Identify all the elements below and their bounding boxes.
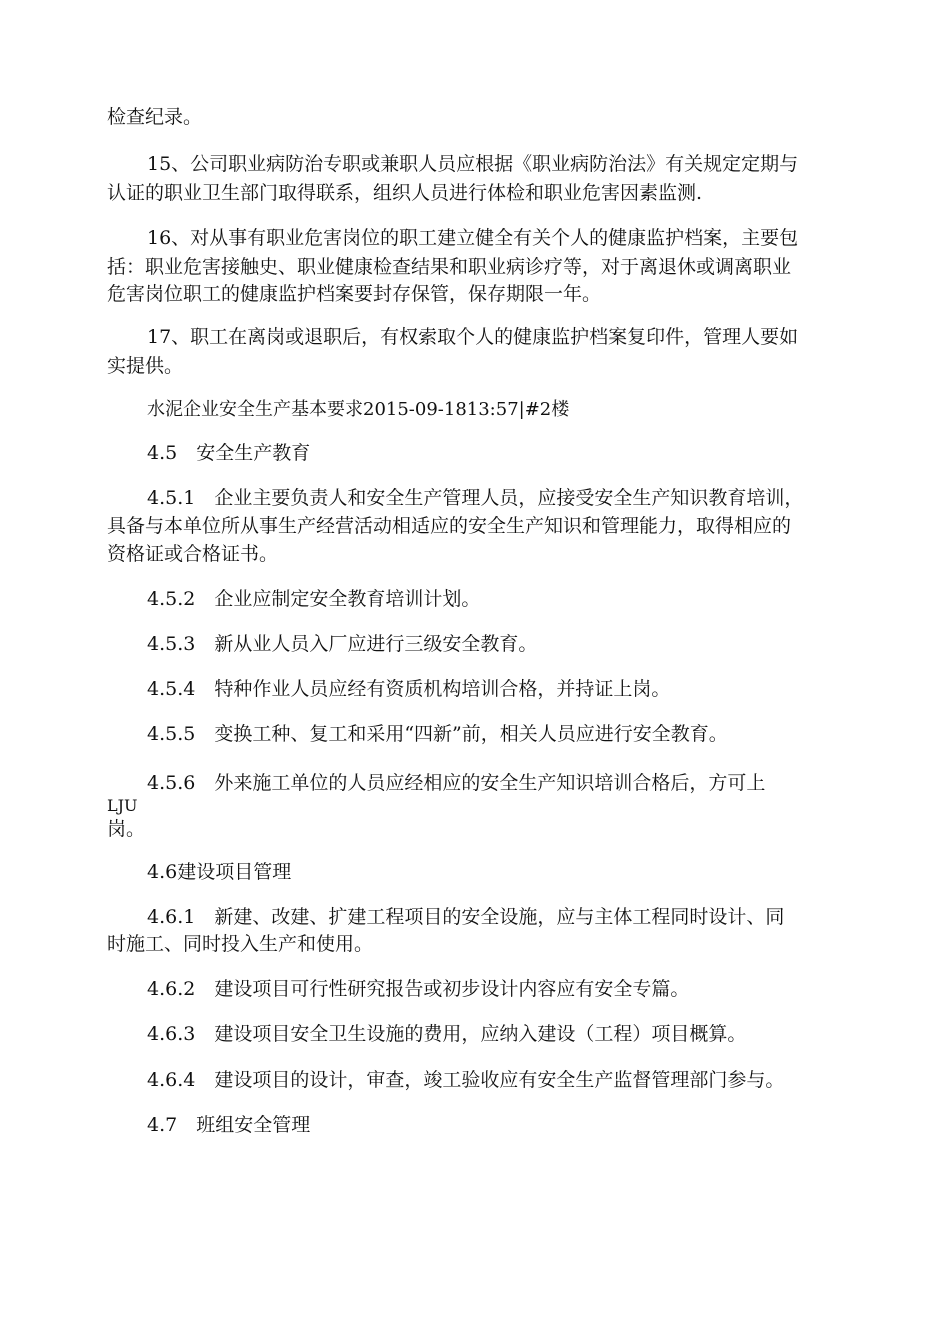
- clause-4-5-1-line-2: 具备与本单位所从事生产经营活动相适应的安全生产知识和管理能力，取得相应的: [107, 515, 792, 537]
- paragraph-16-line-2: 括：职业危害接触史、职业健康检查结果和职业病诊疗等，对于离退休或调离职业: [107, 256, 792, 278]
- section-heading-4-5: 4.5 安全生产教育: [147, 442, 311, 464]
- clause-4-6-4: 4.6.4 建设项目的设计，审查，竣工验收应有安全生产监督管理部门参与。: [147, 1069, 785, 1091]
- section-heading-4-7: 4.7 班组安全管理: [147, 1114, 311, 1136]
- paragraph-15-line-1: 15、公司职业病防治专职或兼职人员应根据《职业病防治法》有关规定定期与: [147, 153, 799, 175]
- paragraph-17-line-1: 17、职工在离岗或退职后，有权索取个人的健康监护档案复印件，管理人要如: [147, 326, 799, 348]
- clause-4-6-1-line-1: 4.6.1 新建、改建、扩建工程项目的安全设施，应与主体工程同时设计、同: [147, 906, 785, 928]
- clause-4-6-2: 4.6.2 建设项目可行性研究报告或初步设计内容应有安全专篇。: [147, 978, 690, 1000]
- section-heading-4-6: 4.6建设项目管理: [147, 861, 292, 883]
- clause-4-6-1-line-2: 时施工、同时投入生产和使用。: [107, 933, 374, 955]
- paragraph-17-line-2: 实提供。: [107, 355, 184, 377]
- clause-4-6-3: 4.6.3 建设项目安全卫生设施的费用，应纳入建设（工程）项目概算。: [147, 1023, 747, 1045]
- clause-4-5-6-line-1: 4.5.6 外来施工单位的人员应经相应的安全生产知识培训合格后，方可上: [147, 772, 766, 794]
- paragraph-16-line-3: 危害岗位职工的健康监护档案要封存保管，保存期限一年。: [107, 283, 602, 305]
- clause-4-5-1-line-1: 4.5.1 企业主要负责人和安全生产管理人员，应接受安全生产知识教育培训，: [147, 487, 804, 509]
- clause-4-5-1-line-3: 资格证或合格证书。: [107, 543, 279, 565]
- paragraph-16-line-1: 16、对从事有职业危害岗位的职工建立健全有关个人的健康监护档案，主要包: [147, 227, 799, 249]
- text-line: 检查纪录。: [107, 106, 203, 128]
- stray-text: LJU: [107, 796, 138, 815]
- clause-4-5-3: 4.5.3 新从业人员入厂应进行三级安全教育。: [147, 633, 538, 655]
- clause-4-5-5: 4.5.5 变换工种、复工和采用“四新”前，相关人员应进行安全教育。: [147, 723, 728, 745]
- clause-4-5-2: 4.5.2 企业应制定安全教育培训计划。: [147, 588, 481, 610]
- paragraph-15-line-2: 认证的职业卫生部门取得联系，组织人员进行体检和职业危害因素监测.: [107, 182, 703, 204]
- clause-4-5-4: 4.5.4 特种作业人员应经有资质机构培训合格，并持证上岗。: [147, 678, 671, 700]
- source-line: 水泥企业安全生产基本要求2015-09-1813:57|#2楼: [147, 399, 570, 420]
- clause-4-5-6-line-2: 岗。: [107, 818, 146, 840]
